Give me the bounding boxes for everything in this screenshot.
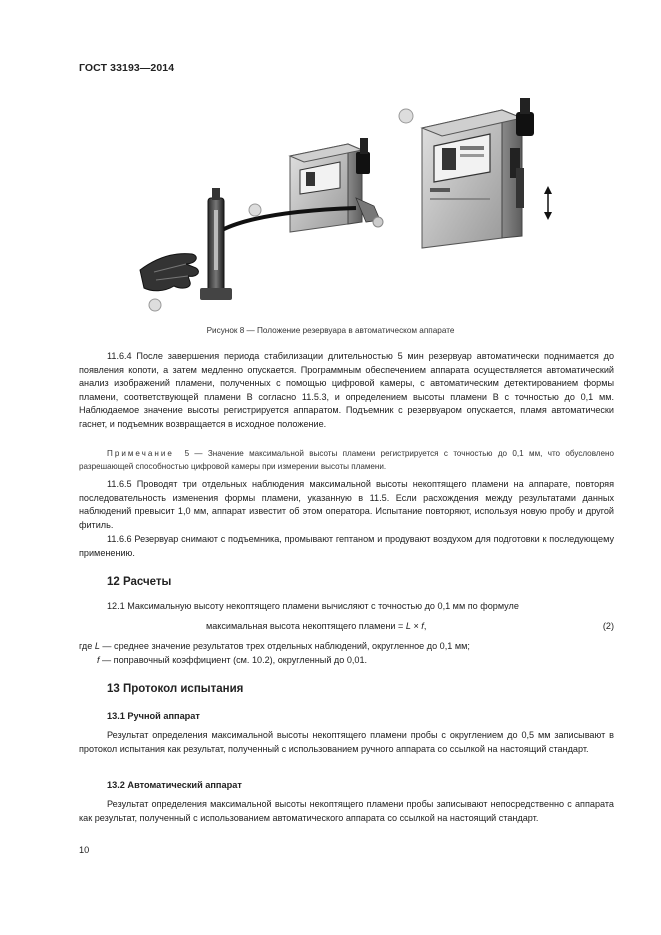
section-13-2-text: Результат определения максимальной высоты некоптящего пламени пробы записывают непосредственно с аппарата как результат, полученный с использованием автоматического аппарата со ссылкой на настоящий стандарт. [79,799,614,823]
formula-2 [79,621,614,635]
where-f-text: — поправочный коэффициент (см. 10.2), округленный до 0,01. [99,655,368,665]
section-13-1-text: Результат определения максимальной высоты некоптящего пламени пробы с округлением до 0,5 мм записывают в протокол испытания как результат, полученный с использованием ручного аппарата со ссылкой на настоящий стандарт. [79,730,614,754]
paragraph-11-6-5: 11.6.5 Проводят три отдельных наблюдения максимальной высоты некоптящего пламени на аппарате, повторяя последовательность изменения формы пламени, указанную в 11.5. Если расхождения между результатами данных наблюдений превысит 1,0 мм, аппарат известит об этом оператора. Испытание повторяют, используя новую пробу и другой фитиль. [79,479,614,530]
paragraph-11-6-6: 11.6.6 Резервуар снимают с подъемника, промывают гептаном и продувают воздухом для подготовки к последующему применению. [79,534,614,558]
section-13-heading: 13 Протокол испытания [107,683,244,695]
where-L-symbol: L [94,641,100,651]
formula-number: (2) [602,621,614,631]
note-label: Примечание [107,449,174,458]
formula-times: × [410,621,422,631]
page-number: 10 [79,845,90,855]
section-13-2-heading: 13.2 Автоматический аппарат [107,780,242,790]
formula-tail: , [423,621,427,631]
where-L-text: — среднее значение результатов трех отдельных наблюдений, округленное до 0,1 мм; [99,641,470,651]
section-12-heading: 12 Расчеты [107,576,172,588]
formula-L: L [405,621,411,631]
note-5 [79,448,614,473]
standard-code-header: ГОСТ 33193—2014 [79,62,175,74]
where-f-symbol: f [97,655,100,665]
note-text: 5 — Значение максимальной высоты пламени регистрируется с точностью до 0,1 мм, что обусловлено разрешающей способностью цифровой камеры при измерении высоты пламени. [79,449,614,471]
apparatus-figure [130,88,560,320]
section-13-1-heading: 13.1 Ручной аппарат [107,711,200,721]
formula-expression [206,621,426,631]
paragraph-12-1: 12.1 Максимальную высоту некоптящего пламени вычисляют с точностью до 0,1 мм по формуле [107,601,519,611]
hand-illustration [140,254,198,291]
where-prefix: где [79,641,95,651]
figure-caption: Рисунок 8 — Положение резервуара в автоматическом аппарате [206,326,455,335]
formula-lhs: максимальная высота некоптящего пламени = [206,621,406,631]
formula-where-f [79,654,614,668]
formula-where-L [79,640,614,654]
large-apparatus [422,98,552,248]
paragraph-11-6-4: 11.6.4 После завершения периода стабилизации длительностью 5 мин резервуар автоматически поднимается до появления копоти, а затем медленно опускается. Программным обеспечением аппарата осуществляется автоматический анализ изображений пламени, полученных с помощью цифровой камеры, с автоматическим детектированием формы пламени, соответствующей пламени B согласно 11.5.3, и определением высоты пламени B с точностью до 0,1 мм. Наблюдаемое значение высоты регистрируется аппаратом. Подъемник с резервуаром опускается, пламя автоматически гаснет, и подъемник возвращается в исходное положение. [79,351,614,429]
formula-f: f [421,621,424,631]
